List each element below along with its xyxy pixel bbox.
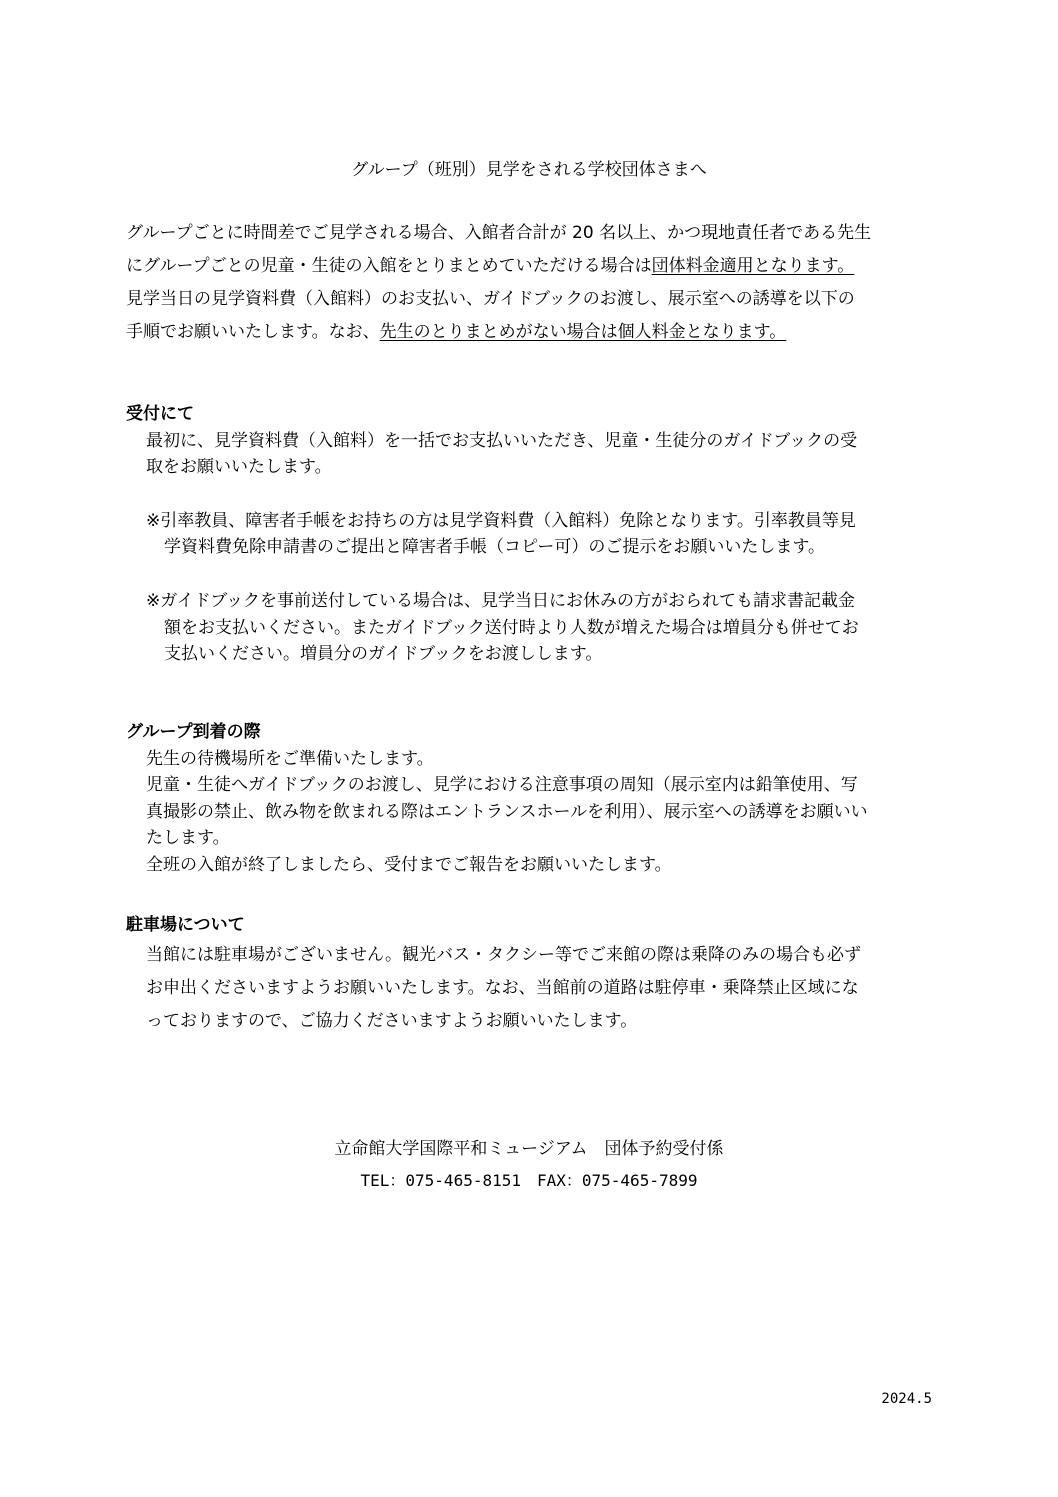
body-line: 当館には駐車場がございません。観光バス・タクシー等でご来館の際は乗降のみの場合も必ず <box>146 945 862 965</box>
body-line: たします。 <box>146 828 230 848</box>
individual-rate-notice: 先生のとりまとめがない場合は個人料金となります。 <box>379 322 787 342</box>
note-line: 額をお支払いください。またガイドブック送付時より人数が増えた場合は増員分も併せてお <box>164 618 859 638</box>
body-line: っておりますので、ご協力くださいますようお願いいたします。 <box>146 1011 638 1031</box>
body-line: 全班の入館が終了しましたら、受付までご報告をお願いいたします。 <box>146 855 672 875</box>
body-line: 真撮影の禁止、飲み物を飲まれる際はエントランスホールを利用）、展示室への誘導をお願いい <box>146 802 868 822</box>
intro-line: グループごとに時間差でご見学される場合、入館者合計が 20 名以上、かつ現地責任者である先生 <box>126 223 872 243</box>
document-title: グループ（班別）見学をされる学校団体さまへ <box>351 160 707 180</box>
note-line: 学資料費免除申請書のご提出と障害者手帳（コピー可）のご提示をお願いいたします。 <box>164 537 825 557</box>
group-rate-notice: 団体料金適用となります。 <box>651 256 855 276</box>
intro-line <box>126 255 854 277</box>
organization-name: 立命館大学国際平和ミュージアム 団体予約受付係 <box>334 1139 724 1159</box>
body-line: 児童・生徒へガイドブックのお渡し、見学における注意事項の周知（展示室内は鉛筆使用、写 <box>146 775 858 795</box>
note-line: ※ガイドブックを事前送付している場合は、見学当日にお休みの方がおられても請求書記載金 <box>146 591 856 611</box>
section-heading: グループ到着の際 <box>126 722 261 742</box>
intro-line <box>126 321 786 343</box>
intro-line: 見学当日の見学資料費（入館料）のお支払い、ガイドブックのお渡し、展示室への誘導を以下の <box>126 289 855 309</box>
document-date: 2024.5 <box>881 1391 932 1407</box>
note-line: 支払いください。増員分のガイドブックをお渡しします。 <box>164 644 603 664</box>
body-line: 先生の待機場所をご準備いたします。 <box>146 749 434 769</box>
body-line: お申出くださいますようお願いいたします。なお、当館前の道路は駐停車・乗降禁止区域にな <box>146 978 859 998</box>
body-line: 取をお願いいたします。 <box>146 457 332 477</box>
section-heading: 受付にて <box>126 404 194 424</box>
intro-text: 手順でお願いいたします。なお、 <box>126 322 380 342</box>
section-heading: 駐車場について <box>126 915 245 935</box>
note-line: ※引率教員、障害者手帳をお持ちの方は見学資料費（入館料）免除となります。引率教員等見 <box>146 511 856 531</box>
body-line: 最初に、見学資料費（入館料）を一括でお支払いいただき、児童・生徒分のガイドブックの受 <box>146 431 858 451</box>
intro-text: にグループごとの児童・生徒の入館をとりまとめていただける場合は <box>126 256 652 276</box>
contact-info: TEL：075-465-8151 FAX：075-465-7899 <box>360 1171 698 1190</box>
